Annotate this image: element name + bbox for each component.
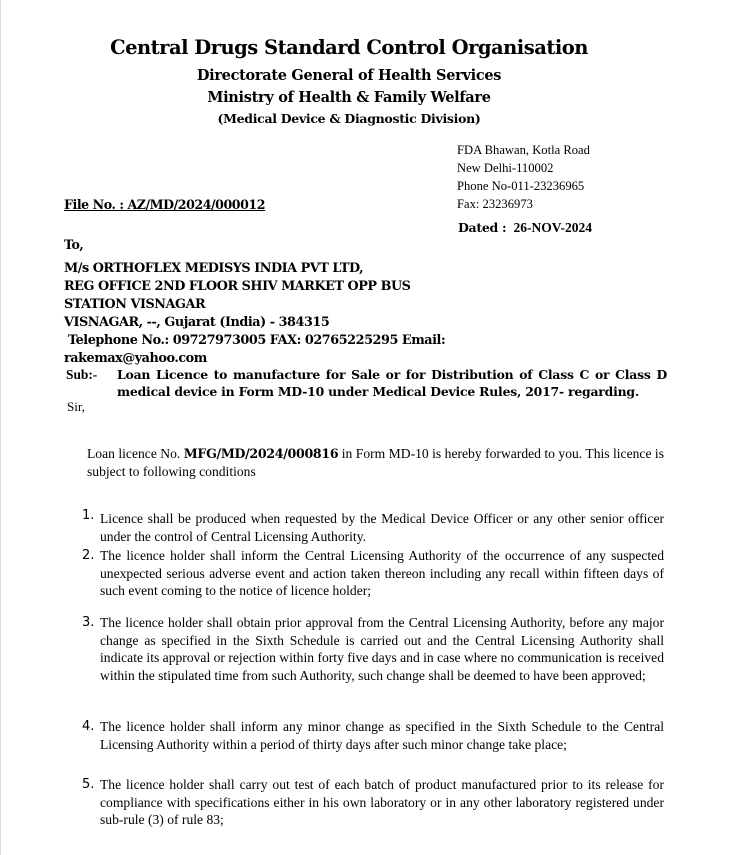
office-phone: Phone No-011-23236965	[457, 179, 585, 193]
condition-text: The licence holder shall carry out test of each batch of product manufactured prior to its release for compliance with specifications either in his own laboratory or in any other laboratory registered under sub-rule (3) of rule 83;	[100, 777, 664, 827]
subject-label: Sub:-	[66, 367, 98, 382]
dated-value: 26-NOV-2024	[513, 220, 593, 235]
address-line-2: New Delhi-110002	[457, 161, 554, 175]
condition-number: 3.	[82, 615, 95, 630]
greeting: Sir,	[67, 399, 85, 414]
organisation-title: Central Drugs Standard Control Organisation	[110, 36, 588, 59]
office-address	[457, 141, 590, 213]
directorate-title: Directorate General of Health Services	[196, 67, 502, 84]
licence-number: MFG/MD/2024/000816	[183, 446, 339, 461]
condition-text: Licence shall be produced when requested by the Medical Device Officer or any other senior officer under the control of Central Licensing Authority.	[100, 511, 664, 544]
condition-text: The licence holder shall inform the Central Licensing Authority of the occurrence of any suspected unexpected serious adverse event and action taken thereon including any recall within fifteen days of such event coming to the notice of licence holder;	[100, 548, 664, 598]
condition-text: The licence holder shall obtain prior approval from the Central Licensing Authority, before any major change as specified in the Sixth Schedule is carried out and the Central Licensing Authority shall indicate its approval or rejection within forty five days and in case where no communication is received within the stipulated time from such Authority, such change shall be deemed to have been approved;	[100, 615, 664, 683]
ministry-title: Ministry of Health & Family Welfare	[207, 89, 491, 106]
intro-paragraph	[87, 445, 664, 481]
recipient-address	[64, 260, 445, 368]
recipient-address-line-2: STATION VISNAGAR	[64, 297, 206, 312]
recipient-address-line-1: REG OFFICE 2ND FLOOR SHIV MARKET OPP BUS	[64, 279, 411, 294]
dated-label: Dated :	[458, 220, 507, 235]
condition-number: 4.	[82, 719, 95, 734]
intro-suffix: in Form MD-10 is hereby forwarded to you. This licence is subject to following conditions	[87, 446, 664, 479]
condition-number: 2.	[82, 548, 95, 563]
subject-text: Loan Licence to manufacture for Sale or for Distribution of Class C or Class D medical device in Form MD-10 under Medical Device Rules, 2017- regarding.	[117, 367, 667, 399]
condition-text: The licence holder shall inform any minor change as specified in the Sixth Schedule to the Central Licensing Authority within a period of thirty days after such minor change take place;	[100, 719, 664, 752]
address-line-1: FDA Bhawan, Kotla Road	[457, 143, 590, 157]
office-fax: Fax: 23236973	[457, 197, 533, 211]
recipient-address-line-3: VISNAGAR, --, Gujarat (India) - 384315	[64, 315, 330, 330]
dated	[458, 220, 592, 236]
recipient-name: M/s ORTHOFLEX MEDISYS INDIA PVT LTD,	[64, 261, 364, 276]
recipient-email: rakemax@yahoo.com	[64, 351, 207, 366]
condition-number: 1.	[82, 508, 95, 523]
page-edge	[0, 0, 1, 855]
condition-number: 5.	[82, 777, 95, 792]
file-number: File No. : AZ/MD/2024/000012	[64, 197, 266, 212]
to-salutation: To,	[64, 237, 84, 252]
recipient-contact-line-1: Telephone No.: 09727973005 FAX: 02765225295 Email:	[68, 333, 446, 348]
intro-prefix: Loan licence No.	[87, 446, 181, 461]
division-title: (Medical Device & Diagnostic Division)	[217, 111, 481, 126]
